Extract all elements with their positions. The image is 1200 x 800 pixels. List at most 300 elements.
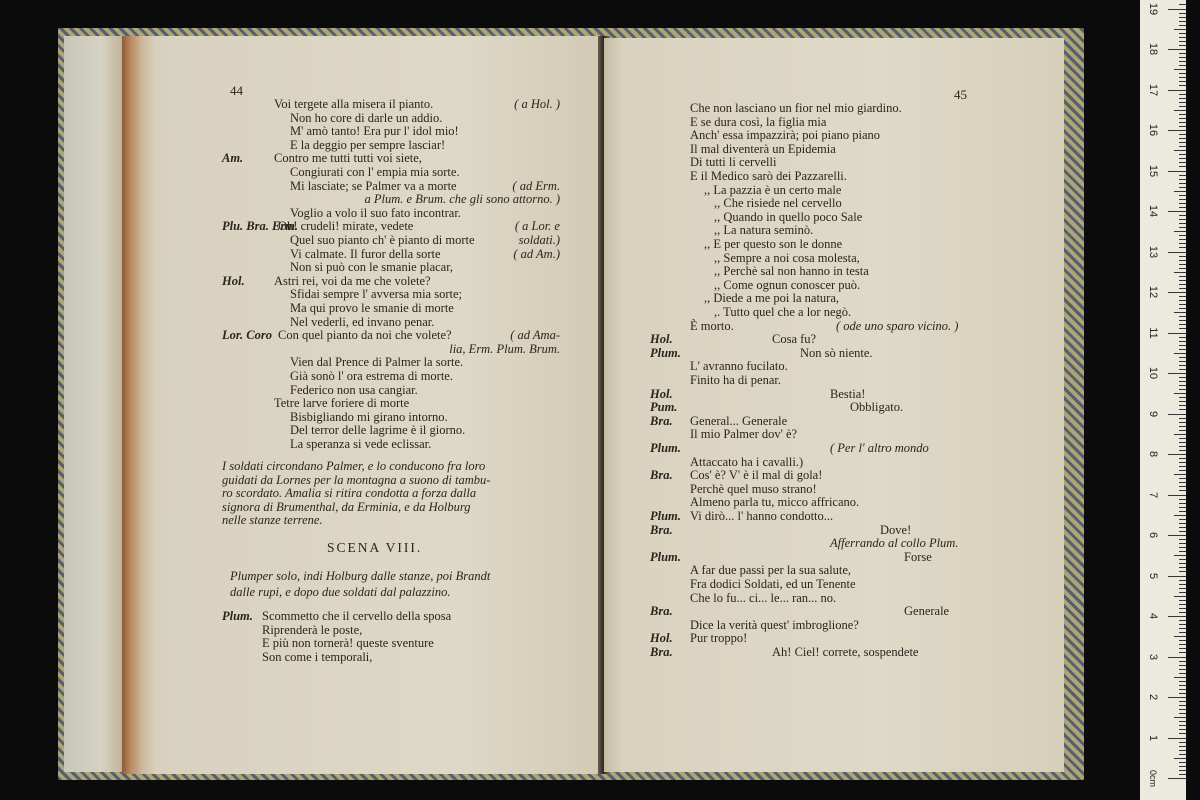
ruler-tick bbox=[1179, 308, 1186, 309]
ruler-tick bbox=[1179, 766, 1186, 767]
ruler-tick bbox=[1179, 53, 1186, 54]
verse-line: Oh! crudeli! mirate, vedete bbox=[278, 219, 414, 234]
verse-line: E se dura così, la figlia mia bbox=[690, 114, 827, 129]
verse-line: Del terror delle lagrime è il giorno. bbox=[290, 423, 466, 438]
speaker-label: Plu. Bra. Erm. bbox=[222, 219, 299, 234]
verse-line: Son come i temporali, bbox=[262, 649, 373, 664]
ruler-tick bbox=[1174, 555, 1186, 556]
ruler-tick bbox=[1179, 296, 1186, 297]
ruler-tick bbox=[1179, 284, 1186, 285]
ruler-tick bbox=[1179, 256, 1186, 257]
verse-line: ,, Diede a me poi la natura, bbox=[704, 291, 840, 306]
ruler-tick bbox=[1174, 150, 1186, 151]
ruler-tick bbox=[1179, 365, 1186, 366]
ruler-tick bbox=[1179, 559, 1186, 560]
ruler-number: 12 bbox=[1147, 285, 1159, 299]
ruler-tick bbox=[1179, 385, 1186, 386]
verse-line: Congiurati con l' empia mia sorte. bbox=[290, 165, 460, 179]
scene-description-line: dalle rupi, e dopo due soldati dal palazzino. bbox=[230, 585, 451, 599]
ruler-tick bbox=[1179, 162, 1186, 163]
verse-line: ,, Perchè sal non hanno in testa bbox=[714, 264, 869, 279]
ruler-tick bbox=[1179, 85, 1186, 86]
ruler-tick bbox=[1179, 179, 1186, 180]
ruler-tick bbox=[1179, 409, 1186, 410]
verse-line: Almeno parla tu, micco affricano. bbox=[690, 495, 860, 510]
verse-line: Non ho core di darle un addio. bbox=[290, 110, 443, 125]
verse-line: ,, Sempre a noi cosa molesta, bbox=[714, 250, 860, 265]
ruler-tick bbox=[1168, 9, 1186, 10]
ruler-tick bbox=[1179, 709, 1186, 710]
ruler-tick bbox=[1179, 175, 1186, 176]
ruler-tick bbox=[1179, 523, 1186, 524]
ruler-tick bbox=[1168, 738, 1186, 739]
stage-note: ( a Hol. ) bbox=[514, 97, 560, 111]
ruler-tick bbox=[1179, 742, 1186, 743]
scene-description-line: Plumper solo, indi Holburg dalle stanze, poi Brandt bbox=[230, 569, 491, 583]
ruler-tick bbox=[1179, 774, 1186, 775]
ruler-tick bbox=[1174, 272, 1186, 273]
speaker-label: Bra. bbox=[650, 645, 673, 659]
ruler-tick bbox=[1179, 361, 1186, 362]
verse-line: General... Generale bbox=[690, 413, 788, 428]
verse-line: Dice la verità quest' imbroglione? bbox=[690, 617, 859, 632]
ruler-tick bbox=[1179, 247, 1186, 248]
ruler-tick bbox=[1179, 21, 1186, 22]
ruler-tick bbox=[1179, 235, 1186, 236]
ruler-tick bbox=[1179, 73, 1186, 74]
ruler-tick bbox=[1179, 539, 1186, 540]
ruler-number: 11 bbox=[1147, 326, 1159, 339]
ruler-number: 10 bbox=[1147, 366, 1159, 380]
ruler-tick bbox=[1179, 608, 1186, 609]
ruler-tick bbox=[1179, 661, 1186, 662]
verse-line: E la deggio per sempre lasciar! bbox=[290, 137, 446, 152]
ruler-tick bbox=[1174, 434, 1186, 435]
verse-line: Ma qui provo le smanie di morte bbox=[290, 301, 454, 315]
verse-line: ,, E per questo son le donne bbox=[704, 237, 843, 251]
speaker-label: Hol. bbox=[650, 332, 673, 347]
ruler-tick bbox=[1179, 260, 1186, 261]
ruler-tick bbox=[1168, 130, 1186, 131]
ruler-tick bbox=[1179, 94, 1186, 95]
stage-note: ( ad Ama- bbox=[510, 328, 560, 343]
ruler-tick bbox=[1179, 705, 1186, 706]
ruler-tick bbox=[1179, 65, 1186, 66]
ruler-tick bbox=[1179, 280, 1186, 281]
ruler-tick bbox=[1179, 563, 1186, 564]
ruler-tick bbox=[1179, 458, 1186, 459]
ruler-tick bbox=[1168, 171, 1186, 172]
ruler-tick bbox=[1179, 45, 1186, 46]
ruler-tick bbox=[1179, 624, 1186, 625]
ruler-tick bbox=[1168, 252, 1186, 253]
ruler-tick bbox=[1179, 268, 1186, 269]
ruler-tick bbox=[1179, 632, 1186, 633]
scene-heading: SCENA VIII. bbox=[327, 540, 423, 555]
verse-line: Bisbigliando mi girano intorno. bbox=[290, 409, 448, 424]
verse-line: Ah! Ciel! correte, sospendete bbox=[772, 645, 919, 659]
verse-line: Contro me tutti tutti voi siete, bbox=[274, 151, 422, 166]
verse-line: Vi calmate. Il furor della sorte bbox=[290, 246, 441, 261]
ruler-number: 14 bbox=[1147, 204, 1159, 218]
ruler-tick bbox=[1179, 154, 1186, 155]
ruler-tick bbox=[1179, 243, 1186, 244]
ruler-tick bbox=[1179, 531, 1186, 532]
ruler-tick bbox=[1168, 778, 1186, 779]
verse-line: Cosa fu? bbox=[772, 332, 817, 347]
ruler-tick bbox=[1179, 195, 1186, 196]
verse-line: Nel vederli, ed invano penar. bbox=[290, 314, 435, 329]
ruler-tick bbox=[1179, 223, 1186, 224]
ruler-tick bbox=[1179, 345, 1186, 346]
right-page bbox=[604, 38, 1064, 772]
ruler-tick bbox=[1179, 547, 1186, 548]
stage-direction-line: guidati da Lornes per la montagna a suono di tambu- bbox=[222, 472, 491, 487]
ruler-tick bbox=[1179, 304, 1186, 305]
ruler-tick bbox=[1179, 126, 1186, 127]
ruler-tick bbox=[1179, 369, 1186, 370]
speaker-label: Plum. bbox=[650, 509, 681, 523]
ruler-number: 18 bbox=[1147, 42, 1159, 56]
ruler-number: 1 bbox=[1147, 734, 1159, 741]
ruler-tick bbox=[1174, 353, 1186, 354]
verse-line: È morto. bbox=[690, 318, 734, 333]
ruler-tick bbox=[1179, 652, 1186, 653]
ruler-tick bbox=[1174, 677, 1186, 678]
ruler-tick bbox=[1179, 316, 1186, 317]
verse-line: Già sonò l' ora estrema di morte. bbox=[290, 369, 453, 383]
ruler-tick bbox=[1174, 231, 1186, 232]
ruler-tick bbox=[1174, 393, 1186, 394]
ruler-tick bbox=[1179, 499, 1186, 500]
verse-line: Federico non usa cangiar. bbox=[290, 382, 418, 397]
ruler-tick bbox=[1179, 114, 1186, 115]
ruler-tick bbox=[1168, 697, 1186, 698]
ruler-tick bbox=[1174, 717, 1186, 718]
ruler-tick bbox=[1174, 69, 1186, 70]
ruler-tick bbox=[1168, 657, 1186, 658]
verse-line: Scommetto che il cervello della sposa bbox=[262, 609, 452, 623]
ruler-tick bbox=[1179, 754, 1186, 755]
ruler-tick bbox=[1179, 588, 1186, 589]
ruler-tick bbox=[1179, 341, 1186, 342]
ruler-tick bbox=[1179, 644, 1186, 645]
page-number-left: 44 bbox=[230, 83, 243, 98]
ruler-number: 4 bbox=[1147, 612, 1159, 620]
verse-line: ,, Quando in quello poco Sale bbox=[714, 209, 863, 224]
ruler-tick bbox=[1179, 478, 1186, 479]
ruler-tick bbox=[1179, 41, 1186, 42]
ruler-tick bbox=[1179, 337, 1186, 338]
ruler-tick bbox=[1179, 106, 1186, 107]
verse-line: Vien dal Prence di Palmer la sorte. bbox=[290, 355, 464, 370]
ruler-tick bbox=[1174, 758, 1186, 759]
stage-direction-line: signora di Brumenthal, da Erminia, e da Holburg bbox=[222, 499, 471, 514]
ruler-tick bbox=[1179, 450, 1186, 451]
stage-note: lia, Erm. Plum. Brum. bbox=[449, 341, 560, 356]
ruler-tick bbox=[1179, 61, 1186, 62]
stage-note: Afferrando al collo Plum. bbox=[830, 536, 959, 551]
verse-line: E il Medico sarò dei Pazzarelli. bbox=[690, 169, 847, 183]
ruler-tick bbox=[1179, 466, 1186, 467]
ruler-tick bbox=[1179, 673, 1186, 674]
verse-line: Fra dodici Soldati, ed un Tenente bbox=[690, 577, 856, 591]
ruler-unit-label: 0cm bbox=[1148, 770, 1158, 788]
ruler-tick bbox=[1179, 13, 1186, 14]
ruler-tick bbox=[1179, 762, 1186, 763]
verse-line: Quel suo pianto ch' è pianto di morte bbox=[290, 233, 475, 247]
verse-line: Mi lasciate; se Palmer va a morte bbox=[290, 178, 457, 193]
ruler-tick bbox=[1179, 418, 1186, 419]
ruler-tick bbox=[1179, 215, 1186, 216]
ruler-tick bbox=[1179, 713, 1186, 714]
ruler-tick bbox=[1179, 81, 1186, 82]
ruler-number: 13 bbox=[1147, 245, 1159, 258]
ruler-tick bbox=[1179, 146, 1186, 147]
verse-line: ,, Come ognun conoscer può. bbox=[714, 277, 861, 292]
ruler-tick bbox=[1179, 142, 1186, 143]
ruler-tick bbox=[1179, 227, 1186, 228]
ruler-tick bbox=[1179, 264, 1186, 265]
ruler-tick bbox=[1179, 324, 1186, 325]
ruler-tick bbox=[1179, 571, 1186, 572]
ruler-tick bbox=[1179, 37, 1186, 38]
ruler-tick bbox=[1179, 357, 1186, 358]
ruler-tick bbox=[1179, 770, 1186, 771]
ruler-tick bbox=[1179, 276, 1186, 277]
ruler-tick bbox=[1179, 462, 1186, 463]
ruler-tick bbox=[1168, 576, 1186, 577]
ruler-tick bbox=[1179, 389, 1186, 390]
ruler-tick bbox=[1179, 551, 1186, 552]
speaker-label: Plum. bbox=[650, 345, 681, 360]
ruler-tick bbox=[1179, 377, 1186, 378]
ruler-tick bbox=[1174, 474, 1186, 475]
verse-line: Generale bbox=[904, 604, 950, 619]
ruler-tick bbox=[1179, 689, 1186, 690]
stage-note: ( a Lor. e bbox=[514, 219, 560, 234]
verse-line: Vi dirò... l' hanno condotto... bbox=[690, 509, 834, 523]
ruler-tick bbox=[1179, 207, 1186, 208]
ruler-tick bbox=[1179, 77, 1186, 78]
ruler-number: 3 bbox=[1147, 653, 1159, 660]
ruler-number: 15 bbox=[1147, 164, 1159, 177]
verse-line: Anch' essa impazzirà; poi piano piano bbox=[690, 128, 881, 143]
verse-line: Finito ha di penar. bbox=[690, 373, 781, 387]
ruler-tick bbox=[1174, 110, 1186, 111]
speaker-label: Bra. bbox=[650, 604, 673, 619]
ruler-tick bbox=[1179, 187, 1186, 188]
ruler-tick bbox=[1168, 373, 1186, 374]
ruler-number: 19 bbox=[1147, 2, 1159, 15]
ruler-tick bbox=[1179, 134, 1186, 135]
ruler-number: 6 bbox=[1147, 531, 1159, 539]
ruler-tick bbox=[1179, 381, 1186, 382]
verse-line: La speranza si vede eclissar. bbox=[290, 437, 432, 451]
ruler-tick bbox=[1179, 503, 1186, 504]
verse-line: Il mal diventerà un Epidemia bbox=[690, 141, 836, 156]
ruler-tick bbox=[1179, 328, 1186, 329]
ruler-tick bbox=[1179, 102, 1186, 103]
verse-line: Non sò niente. bbox=[800, 345, 873, 360]
ruler-tick bbox=[1179, 300, 1186, 301]
speaker-label: Bra. bbox=[650, 468, 673, 483]
ruler-tick bbox=[1179, 750, 1186, 751]
ruler-tick bbox=[1179, 57, 1186, 58]
ruler-tick bbox=[1179, 239, 1186, 240]
ruler-tick bbox=[1179, 507, 1186, 508]
verse-line: Che lo fu... ci... le... ran... no. bbox=[690, 590, 837, 605]
verse-line: Tetre larve foriere di morte bbox=[274, 396, 410, 411]
ruler-tick bbox=[1179, 320, 1186, 321]
left-page bbox=[122, 36, 602, 774]
measuring-ruler bbox=[1140, 0, 1186, 800]
ruler-tick bbox=[1179, 122, 1186, 123]
verse-line: Pur troppo! bbox=[690, 631, 748, 646]
ruler-number: 5 bbox=[1147, 572, 1159, 579]
ruler-tick bbox=[1179, 685, 1186, 686]
speaker-label: Hol. bbox=[650, 386, 673, 401]
stage-note: a Plum. e Brum. che gli sono attorno. ) bbox=[364, 192, 560, 207]
speaker-label: Pum. bbox=[650, 400, 678, 415]
ruler-tick bbox=[1168, 49, 1186, 50]
speaker-label: Hol. bbox=[222, 273, 245, 288]
ruler-tick bbox=[1179, 665, 1186, 666]
ruler-tick bbox=[1179, 519, 1186, 520]
speaker-label: Am. bbox=[222, 151, 244, 166]
verse-line: ,, La natura seminò. bbox=[714, 223, 814, 238]
ruler-tick bbox=[1179, 604, 1186, 605]
ruler-tick bbox=[1179, 203, 1186, 204]
verse-line: L' avranno fucilato. bbox=[690, 359, 788, 374]
ruler-tick bbox=[1179, 138, 1186, 139]
speaker-label: Plum. bbox=[222, 609, 253, 623]
ruler-tick bbox=[1179, 166, 1186, 167]
ruler-tick bbox=[1179, 640, 1186, 641]
speaker-label: Plum. bbox=[650, 549, 681, 564]
verse-line: Che non lasciano un fior nel mio giardino. bbox=[690, 101, 902, 115]
ruler-tick bbox=[1179, 33, 1186, 34]
ruler-tick bbox=[1179, 567, 1186, 568]
ruler-tick bbox=[1179, 592, 1186, 593]
verse-line: ,. Tutto quel che a lor negò. bbox=[714, 305, 852, 319]
ruler-tick bbox=[1179, 446, 1186, 447]
ruler-number: 9 bbox=[1147, 410, 1159, 417]
ruler-tick bbox=[1179, 183, 1186, 184]
ruler-tick bbox=[1179, 669, 1186, 670]
ruler-tick bbox=[1179, 584, 1186, 585]
ruler-tick bbox=[1179, 580, 1186, 581]
ruler-tick bbox=[1179, 17, 1186, 18]
ruler-tick bbox=[1168, 414, 1186, 415]
ruler-tick bbox=[1179, 405, 1186, 406]
ruler-tick bbox=[1179, 729, 1186, 730]
verse-line: Bestia! bbox=[830, 386, 866, 401]
ruler-tick bbox=[1179, 4, 1186, 5]
verse-line: Voglio a volo il suo fato incontrar. bbox=[290, 205, 461, 220]
ruler-number: 2 bbox=[1147, 693, 1159, 701]
stage-note: ( Per l' altro mondo bbox=[830, 441, 929, 455]
stage-note: ( ad Erm. bbox=[512, 178, 560, 193]
ruler-tick bbox=[1168, 454, 1186, 455]
ruler-tick bbox=[1179, 438, 1186, 439]
speaker-label: Hol. bbox=[650, 631, 673, 646]
ruler-number: 17 bbox=[1147, 83, 1159, 96]
ruler-tick bbox=[1179, 701, 1186, 702]
ruler-tick bbox=[1179, 628, 1186, 629]
ruler-tick bbox=[1179, 422, 1186, 423]
ruler-tick bbox=[1179, 620, 1186, 621]
ruler-tick bbox=[1174, 596, 1186, 597]
speaker-label: Plum. bbox=[650, 441, 681, 455]
ruler-number: 16 bbox=[1147, 123, 1159, 137]
ruler-tick bbox=[1174, 515, 1186, 516]
ruler-tick bbox=[1179, 543, 1186, 544]
ruler-tick bbox=[1179, 490, 1186, 491]
ruler-tick bbox=[1179, 511, 1186, 512]
ruler-number: 8 bbox=[1147, 450, 1159, 458]
ruler-tick bbox=[1179, 397, 1186, 398]
ruler-tick bbox=[1179, 158, 1186, 159]
verse-line: Cos' è? V' è il mal di gola! bbox=[690, 468, 823, 483]
ruler-tick bbox=[1179, 725, 1186, 726]
ruler-tick bbox=[1174, 29, 1186, 30]
ruler-tick bbox=[1168, 535, 1186, 536]
ruler-tick bbox=[1179, 746, 1186, 747]
ruler-tick bbox=[1168, 333, 1186, 334]
speaker-label: Bra. bbox=[650, 522, 673, 537]
flyleaf bbox=[64, 36, 126, 772]
verse-line: Non si può con le smanie placar, bbox=[290, 260, 453, 275]
verse-line: ,, Che risiede nel cervello bbox=[714, 196, 842, 211]
ruler-tick bbox=[1168, 292, 1186, 293]
verse-line: Astri rei, voi da me che volete? bbox=[274, 273, 431, 288]
ruler-tick bbox=[1168, 211, 1186, 212]
ruler-tick bbox=[1179, 470, 1186, 471]
ruler-tick bbox=[1179, 98, 1186, 99]
ruler-tick bbox=[1179, 612, 1186, 613]
ruler-tick bbox=[1179, 401, 1186, 402]
verse-line: Il mio Palmer dov' è? bbox=[690, 427, 798, 442]
verse-line: Di tutti li cervelli bbox=[690, 155, 777, 170]
ruler-tick bbox=[1179, 693, 1186, 694]
stage-note: ( ad Am.) bbox=[513, 246, 560, 261]
verse-line: Riprenderà le poste, bbox=[262, 622, 363, 637]
ruler-tick bbox=[1168, 90, 1186, 91]
stage-direction-line: nelle stanze terrene. bbox=[222, 513, 323, 528]
verse-line: Obbligato. bbox=[850, 400, 904, 415]
ruler-tick bbox=[1179, 430, 1186, 431]
ruler-tick bbox=[1179, 733, 1186, 734]
speaker-label: Lor. Coro bbox=[222, 328, 273, 343]
stage-note: ( ode uno sparo vicino. ) bbox=[836, 318, 959, 333]
verse-line: Perchè quel muso strano! bbox=[690, 481, 817, 496]
ruler-tick bbox=[1179, 721, 1186, 722]
ruler-tick bbox=[1179, 648, 1186, 649]
ruler-tick bbox=[1174, 312, 1186, 313]
ruler-tick bbox=[1179, 288, 1186, 289]
ruler-tick bbox=[1179, 199, 1186, 200]
verse-line: M' amò tanto! Era pur l' idol mio! bbox=[290, 124, 459, 139]
ruler-tick bbox=[1179, 25, 1186, 26]
ruler-tick bbox=[1179, 118, 1186, 119]
verse-line: E più non tornerà! queste sventure bbox=[262, 636, 434, 651]
ruler-tick bbox=[1179, 600, 1186, 601]
stage-direction-line: I soldati circondano Palmer, e lo conducono fra loro bbox=[222, 459, 486, 473]
verse-line: Dove! bbox=[880, 522, 912, 537]
stage-direction-line: ro scordato. Amalia si ritira condotta a forza dalla bbox=[222, 486, 477, 501]
verse-line: Con quel pianto da noi che volete? bbox=[278, 328, 452, 343]
